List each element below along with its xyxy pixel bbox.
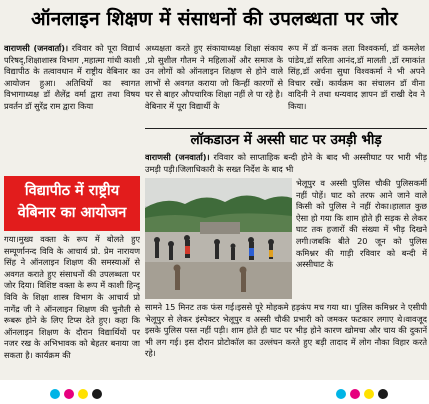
article-text: रविवार को साप्ताहिक बन्दी होने के बाद भी अस्सीघाट पर भारी भीड़ उमड़ी पड़ी।जिलाधिकारी के सख्त निर्देश के बाद भी	[145, 152, 427, 174]
article-column-1-continued	[4, 234, 140, 374]
article-text: रूप में डॉ कनक लता विश्वकर्मा, डॉ कमलेश पांडेय,डॉ सरिता आनंद,डॉ मालती ,डॉ रमाकांत सिंह,डॉ अर्चना सुधा विश्वकर्मा ने भी अपने विचार रखें। कार्यक्रम का संचालन डॉ वीना वादिनी ने तथा धन्यवाद ज्ञापन डॉ राखी देव ने किया।	[288, 43, 425, 111]
second-headline: लॉकडाउन में अस्सी घाट पर उमड़ी भीड़	[145, 128, 427, 151]
registration-dot	[378, 389, 388, 399]
second-article-bottom	[145, 302, 427, 374]
article-text: भेलूपुर व अस्सी पुलिस चौकी पुलिसकर्मी नहीं पोहें। घाट को तरफ आने जाने वाले किसी को पुलिस ने नहीं रोका।हालात कुछ ऐसा हो गया कि शाम होते ही सड़क से लेकर घाट तक हजारों की संख्या में भीड़ दिखने लगी।जबकि बीते 20 जून को पुलिस कमिश्नर की गाड़ी रविवार को बन्दी में अस्सीघाट के	[296, 178, 427, 270]
registration-dot	[64, 389, 74, 399]
dateline: वाराणसी (जनवार्ता)।	[145, 152, 210, 162]
main-headline: ऑनलाइन शिक्षण में संसाधनों की उपलब्धता पर जोर	[31, 8, 398, 30]
dateline: वाराणसी (जनवार्ता)।	[4, 43, 69, 53]
article-text: रविवार को पूरा विद्यार्थ परिषद्,शिक्षाशास्त्र विभाग ,महात्मा गांधी काशी विद्यापीठ के तत्वावधान में राष्ट्रीय वेबिनार का आयोजन हुआ। अतिथियों का स्वागत विभागाध्यक्ष डॉ शैलेंद्र वर्मा द्वारा तथा विषय प्रवर्तन डॉ सुरेंद्र राम द्वारा किया	[4, 43, 140, 111]
article-column-1	[4, 43, 140, 173]
registration-dot	[336, 389, 346, 399]
article-column-3	[288, 43, 425, 125]
boxed-subheading: विद्यापीठ में राष्ट्रीय वेबिनार का आयोजन	[4, 176, 140, 231]
second-article-right-column	[296, 178, 427, 299]
article-text: अध्यक्षता करते हुए संकायाध्यक्ष शिक्षा संकाय ,प्रो सुशील गौतम ने महिलाओं और समाज के उन लोगों को ऑनलाइन शिक्षण से होने वाले लाभों से अवगत कराया जो किन्हीं कारणों से घर से बाहर औपचारिक शिक्षा नहीं ले पा रहे है। वेबिनार में पूरा विद्यार्थी के	[145, 43, 283, 111]
article-text: सामने 15 मिनट तक फंस गई।इससे पूरे मोहकमे हड़कंप मच गया था। पुलिस कमिश्नर ने एसीपी भेलूपुर से लेकर इंस्पेक्टर भेलूपुर व अस्सी चौकी प्रभारी को जमकर फटकार लगाए थे।वावजूद इसके पुलिस पस्त नहीं पड़ी। शाम होते ही घाट पर भीड़ होने कारण खोमचा और चाय की दुकानें भी लग गई। इस दौरान प्रोटोकॉल का उल्लंघन करते हुए बड़ी तादाद में लोग नौका विहार करते रहे।	[145, 302, 427, 359]
registration-dot	[50, 389, 60, 399]
registration-dot	[78, 389, 88, 399]
ghat-crowd-photo	[145, 178, 292, 299]
registration-dot	[350, 389, 360, 399]
registration-dot	[92, 389, 102, 399]
article-text: गया।मुख्य वक्ता के रूप में बोलते हुए सम्पूर्णानन्द विवि के आचार्य प्रो. प्रेम नारायण सिंह ने ऑनलाइन शिक्षण की समस्याओं से अवगत कराते हुए संसाधनों की उपलब्धता पर जोर दिया। विशिष्ट वक्ता के रूप में काशी हिन्दू विवि के शिक्षा शास्त्र विभाग के आचार्य प्रो नागेंद्र जी ने ऑनलाइन शिक्षण की चुनौती से रूबरू होने के लिए टिप्स देते हुए। कहा कि ऑनलाइन शिक्षण के दौरान विद्यार्थियों पर नजर रख के अभिभावक को बेहतर बनाया जा सकता है। कार्यक्रम की	[4, 234, 140, 360]
second-article-intro	[145, 152, 427, 176]
registration-dot	[364, 389, 374, 399]
article-column-2	[145, 43, 283, 125]
